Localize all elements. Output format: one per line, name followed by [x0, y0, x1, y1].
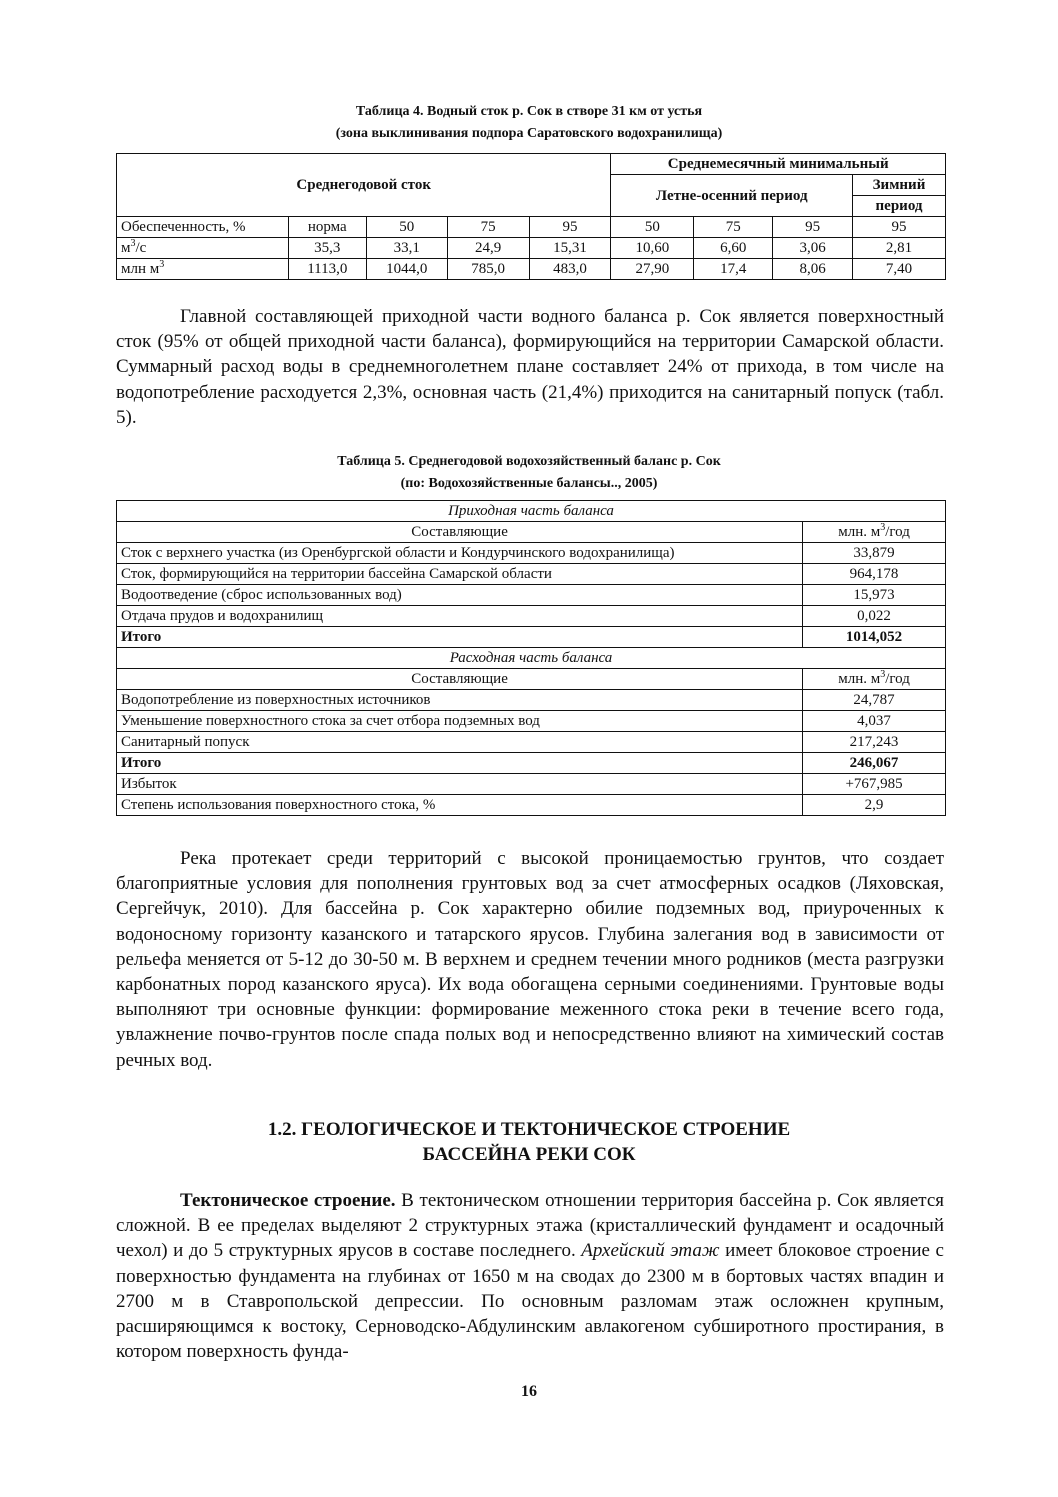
column-header-components: Составляющие [117, 522, 803, 543]
table-cell: 33,1 [366, 238, 447, 259]
table-row [117, 543, 946, 564]
tectonics-text1: В тектоническом отношении территория бассейна р. Сок является сложной. В ее пределах выделяют 2 структурных этажа (кристаллический фундамент и осадочный чехол) и до 5 структурных ярусов в составе последнего. [116, 1190, 944, 1262]
tectonics-text2: имеет блоковое строение с поверхностью фундамента на глубинах от 1650 м на сводах до 2300 м в бортовых частях впадин и 2700 м в Ставропольской депрессии. По основным разломам этаж осложнен крупным, расширяющимся к востоку, Серноводско-Абдулинским авлакогеном субширотного простирания, в котором поверхность фунда- [116, 1240, 944, 1363]
row-value: 217,243 [803, 732, 946, 753]
table-row [117, 711, 946, 732]
table-row [117, 606, 946, 627]
row-label: Санитарный попуск [117, 732, 803, 753]
table5-caption [0, 451, 1058, 495]
table4-caption-line1: Таблица 4. Водный сток р. Сок в створе 31 км от устья [355, 104, 703, 119]
table4-header-winter-2: период [853, 196, 946, 217]
superscript: 3 [130, 238, 136, 249]
row-value: 33,879 [803, 543, 946, 564]
table-cell: 50 [366, 217, 447, 238]
row-value: 246,067 [803, 753, 946, 774]
total-row [117, 627, 946, 648]
column-header-row [117, 669, 946, 690]
section-heading-line2: БАССЕЙНА РЕКИ СОК [422, 1144, 636, 1165]
row-label: Итого [117, 753, 803, 774]
row-value: 4,037 [803, 711, 946, 732]
row-label: Итого [117, 627, 803, 648]
row-label: $м^3/с$ [117, 238, 289, 259]
table-cell: 24,9 [447, 238, 529, 259]
row-label: Отдача прудов и водохранилищ [117, 606, 803, 627]
outgo-section-title: Расходная часть баланса [117, 648, 946, 669]
row-label: Сток, формирующийся на территории бассейна Самарской области [117, 564, 803, 585]
table-cell: 10,60 [611, 238, 694, 259]
row-value: 15,973 [803, 585, 946, 606]
row-label: Обеспеченность, % [117, 217, 289, 238]
row-value: 2,9 [803, 795, 946, 816]
row-label: Уменьшение поверхностного стока за счет отбора подземных вод [117, 711, 803, 732]
table-cell: 2,81 [853, 238, 946, 259]
table-cell: 27,90 [611, 259, 694, 280]
table-cell: норма [288, 217, 366, 238]
row-value: 964,178 [803, 564, 946, 585]
superscript: 3 [880, 522, 886, 533]
table-row [117, 217, 946, 238]
table-cell: 483,0 [529, 259, 611, 280]
table-row [117, 690, 946, 711]
table-cell: 50 [611, 217, 694, 238]
outgo-section-title-row [117, 648, 946, 669]
table-cell: 75 [694, 217, 773, 238]
total-row [117, 753, 946, 774]
table4-header-winter-1: Зимний [853, 175, 946, 196]
table-row [117, 564, 946, 585]
table-row [117, 774, 946, 795]
tectonics-lead: Тектоническое строение. [180, 1190, 396, 1211]
column-header-unit: млн. $м^3$/год [803, 522, 946, 543]
table-row [117, 795, 946, 816]
row-label: Водоотведение (сброс использованных вод) [117, 585, 803, 606]
table-row [117, 732, 946, 753]
column-header-row [117, 522, 946, 543]
paragraph-water-balance: Главной составляющей приходной части водного баланса р. Сок является поверхностный сток (95% от общей приходной части баланса), формирующийся на территории Самарской области. Суммарный расход воды в среднемноголетнем плане составляет 24% от прихода, в том числе на водопотребление расходуется 2,3%, основная часть (21,4%) приходится на санитарный попуск (табл. 5). [116, 306, 944, 428]
table-cell: 1113,0 [288, 259, 366, 280]
row-value: 1014,052 [803, 627, 946, 648]
income-section-title-row [117, 501, 946, 522]
table5-caption-line2: (по: Водохозяйственные балансы.., 2005) [400, 476, 658, 491]
table5 [116, 500, 946, 816]
table-cell: 95 [529, 217, 611, 238]
table-cell: 1044,0 [366, 259, 447, 280]
table4-caption [0, 101, 1058, 145]
table-row [117, 259, 946, 280]
paragraph-groundwater: Река протекает среди территорий с высокой проницаемостью грунтов, что создает благоприятные условия для пополнения грунтовых вод за счет атмосферных осадков (Ляховская, Сергейчук, 2010). Для бассейна р. Сок характерно обилие подземных вод, приуроченных к водоносному горизонту казанского и татарского ярусов. Глубина залегания вод в зависимости от рельефа меняется от 5-12 до 30-50 м. В верхнем и среднем течении много родников (места разгрузки карбонатных пород казанского яруса). Их вода обогащена серными соединениями. Грунтовые воды выполняют три основные функции: формирование меженного стока реки в течение всего года, увлажнение почво-грунтов после спада полых вод и непосредственно влияют на химический состав речных вод. [116, 848, 944, 1071]
section-heading [0, 1117, 1058, 1167]
table5-body [117, 501, 946, 816]
archean-term: Архейский этаж [581, 1240, 720, 1262]
row-label: Сток с верхнего участка (из Оренбургской области и Кондурчинского водохранилища) [117, 543, 803, 564]
page-number: 16 [521, 1383, 537, 1400]
row-label: Избыток [117, 774, 803, 795]
table5-caption-line1: Таблица 5. Среднегодовой водохозяйственный баланс р. Сок [337, 454, 721, 469]
row-label: Водопотребление из поверхностных источников [117, 690, 803, 711]
section-heading-line1: 1.2. ГЕОЛОГИЧЕСКОЕ И ТЕКТОНИЧЕСКОЕ СТРОЕНИЕ [267, 1119, 791, 1140]
table4-header-monthly-min: Среднемесячный минимальный [611, 154, 946, 175]
table-cell: 8,06 [773, 259, 853, 280]
column-header-components: Составляющие [117, 669, 803, 690]
table-cell: 15,31 [529, 238, 611, 259]
row-value: +767,985 [803, 774, 946, 795]
table-row [117, 238, 946, 259]
row-label: млн $м^3$ [117, 259, 289, 280]
table-cell: 785,0 [447, 259, 529, 280]
table-cell: 7,40 [853, 259, 946, 280]
table-cell: 75 [447, 217, 529, 238]
income-section-title: Приходная часть баланса [117, 501, 946, 522]
table-cell: 95 [773, 217, 853, 238]
row-label: Степень использования поверхностного стока, % [117, 795, 803, 816]
table-row [117, 585, 946, 606]
table4-header-annual: Среднегодовой сток [117, 154, 611, 217]
table4 [116, 153, 946, 280]
table4-body [117, 217, 946, 280]
table-cell: 17,4 [694, 259, 773, 280]
table-cell: 6,60 [694, 238, 773, 259]
column-header-unit: млн. $м^3$/год [803, 669, 946, 690]
table-cell: 95 [853, 217, 946, 238]
row-value: 24,787 [803, 690, 946, 711]
superscript: 3 [159, 259, 165, 270]
table-cell: 35,3 [288, 238, 366, 259]
table-cell: 3,06 [773, 238, 853, 259]
table4-header-summer-autumn: Летне-осенний период [611, 175, 853, 217]
superscript: 3 [880, 669, 886, 680]
table4-caption-line2: (зона выклинивания подпора Саратовского водохранилища) [335, 126, 723, 141]
row-value: 0,022 [803, 606, 946, 627]
paragraph-tectonics [116, 1188, 944, 1364]
